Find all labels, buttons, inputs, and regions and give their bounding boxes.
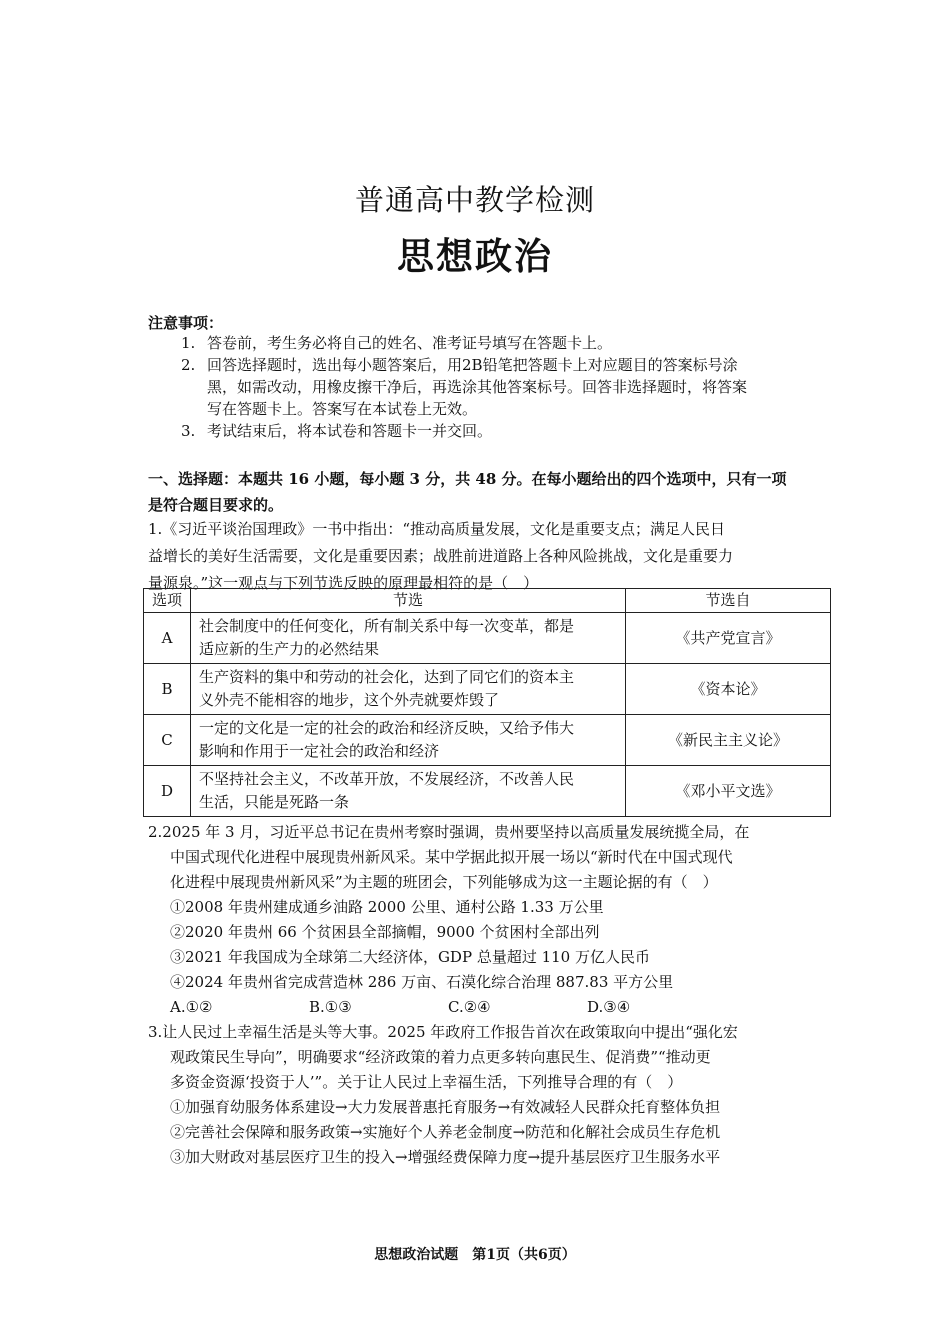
source-cell: 《新民主主义论》 [626, 715, 831, 766]
exam-subtitle: 普通高中教学检测 [354, 183, 595, 217]
question-line: 3.让人民过上幸福生活是头等大事。2025 年政府工作报告首次在政策取向中提出“强化宏 [148, 1023, 738, 1041]
question-line: 量源泉。”这一观点与下列节选反映的原理最相符的是（ ） [148, 574, 539, 592]
note-text: 答卷前，考生务必将自己的姓名、准考证号填写在答题卡上。 [207, 334, 613, 352]
note-item [181, 420, 801, 442]
note-number: 1. [181, 334, 196, 352]
choice-d: D.③④ [587, 998, 631, 1016]
statement-item: ④2024 年贵州省完成营造林 286 万亩、石漠化综合治理 887.83 平方公里 [170, 973, 674, 991]
question-line: 1.《习近平谈治国理政》一书中指出：“推动高质量发展，文化是重要支点；满足人民日 [148, 520, 725, 538]
excerpt-cell [191, 766, 626, 817]
excerpt-line: 适应新的生产力的必然结果 [199, 640, 380, 658]
excerpt-line: 生产资料的集中和劳动的社会化，达到了同它们的资本主 [199, 668, 575, 686]
choice-c: C.②④ [448, 998, 491, 1016]
note-text: 考试结束后，将本试卷和答题卡一并交回。 [207, 422, 493, 440]
table-header-row [144, 589, 831, 613]
excerpt-line: 义外壳不能相容的地步，这个外壳就要炸毁了 [199, 691, 500, 709]
question-3 [148, 1020, 808, 1170]
page-footer: 思想政治试题 第1页（共6页） [374, 1247, 576, 1263]
choice-b: B.①③ [309, 998, 352, 1016]
excerpt-line: 影响和作用于一定社会的政治和经济 [199, 742, 440, 760]
question-1-stem [148, 516, 803, 597]
section-line: 是符合题目要求的。 [148, 496, 284, 514]
subject-title: 思想政治 [397, 234, 553, 278]
column-header: 节选 [191, 589, 626, 613]
excerpt-line: 一定的文化是一定的社会的政治和经济反映，又给予伟大 [199, 719, 575, 737]
table-row [144, 766, 831, 817]
section-line: 一、选择题：本题共 16 小题，每小题 3 分，共 48 分。在每小题给出的四个选项中，只有一项 [148, 470, 787, 488]
excerpt-cell [191, 664, 626, 715]
note-text-continued: 黑，如需改动，用橡皮擦干净后，再选涂其他答案标号。回答非选择题时，将答案 [207, 378, 748, 396]
excerpt-line: 不坚持社会主义，不改革开放，不发展经济，不改善人民 [199, 770, 575, 788]
statement-item: ①加强育幼服务体系建设→大力发展普惠托育服务→有效减轻人民群众托育整体负担 [170, 1098, 721, 1116]
note-text-continued: 写在答题卡上。答案写在本试卷上无效。 [207, 400, 478, 418]
question-line: 中国式现代化进程中展现贵州新风采。某中学据此拟开展一场以“新时代在中国式现代 [170, 848, 733, 866]
option-letter: A [144, 613, 191, 664]
question-line: 观政策民生导向”，明确要求“经济政策的着力点更多转向惠民生、促消费”“推动更 [170, 1048, 711, 1066]
choice-a: A.①② [170, 998, 213, 1016]
note-text: 回答选择题时，选出每小题答案后，用2B铅笔把答题卡上对应题目的答案标号涂 [207, 356, 738, 374]
statement-item: ①2008 年贵州建成通乡油路 2000 公里、通村公路 1.33 万公里 [170, 898, 604, 916]
column-header: 节选自 [626, 589, 831, 613]
table-row [144, 715, 831, 766]
excerpt-line: 社会制度中的任何变化，所有制关系中每一次变革，都是 [199, 617, 575, 635]
question-line: 化进程中展现贵州新风采”为主题的班团会，下列能够成为这一主题论据的有（ ） [170, 873, 718, 891]
section-instructions [148, 466, 803, 518]
source-cell: 《资本论》 [626, 664, 831, 715]
column-header: 选项 [144, 589, 191, 613]
statement-item: ③加大财政对基层医疗卫生的投入→增强经费保障力度→提升基层医疗卫生服务水平 [170, 1148, 721, 1166]
excerpt-line: 生活，只能是死路一条 [199, 793, 350, 811]
excerpt-cell [191, 613, 626, 664]
question-line: 2.2025 年 3 月，习近平总书记在贵州考察时强调，贵州要坚持以高质量发展统揽全局，在 [148, 823, 750, 841]
question-line: 多资金资源‘投资于人’”。关于让人民过上幸福生活，下列推导合理的有（ ） [170, 1073, 683, 1091]
question-line: 益增长的美好生活需要，文化是重要因素；战胜前进道路上各种风险挑战，文化是重要力 [148, 547, 734, 565]
table-row [144, 613, 831, 664]
statement-item: ②2020 年贵州 66 个贫困县全部摘帽，9000 个贫困村全部出列 [170, 923, 600, 941]
statement-item: ③2021 年我国成为全球第二大经济体，GDP 总量超过 110 万亿人民币 [170, 948, 650, 966]
source-cell: 《邓小平文选》 [626, 766, 831, 817]
note-number: 2. [181, 356, 196, 374]
statement-item: ②完善社会保障和服务政策→实施好个人养老金制度→防范和化解社会成员生存危机 [170, 1123, 721, 1141]
option-letter: D [144, 766, 191, 817]
note-number: 3. [181, 422, 196, 440]
notes-heading: 注意事项： [148, 314, 224, 332]
question-1-table [143, 588, 831, 817]
option-letter: C [144, 715, 191, 766]
note-item [181, 354, 801, 420]
excerpt-cell [191, 715, 626, 766]
note-item [181, 332, 801, 354]
answer-choices [148, 995, 808, 1020]
table-row [144, 664, 831, 715]
question-2 [148, 820, 808, 1020]
source-cell: 《共产党宣言》 [626, 613, 831, 664]
option-letter: B [144, 664, 191, 715]
